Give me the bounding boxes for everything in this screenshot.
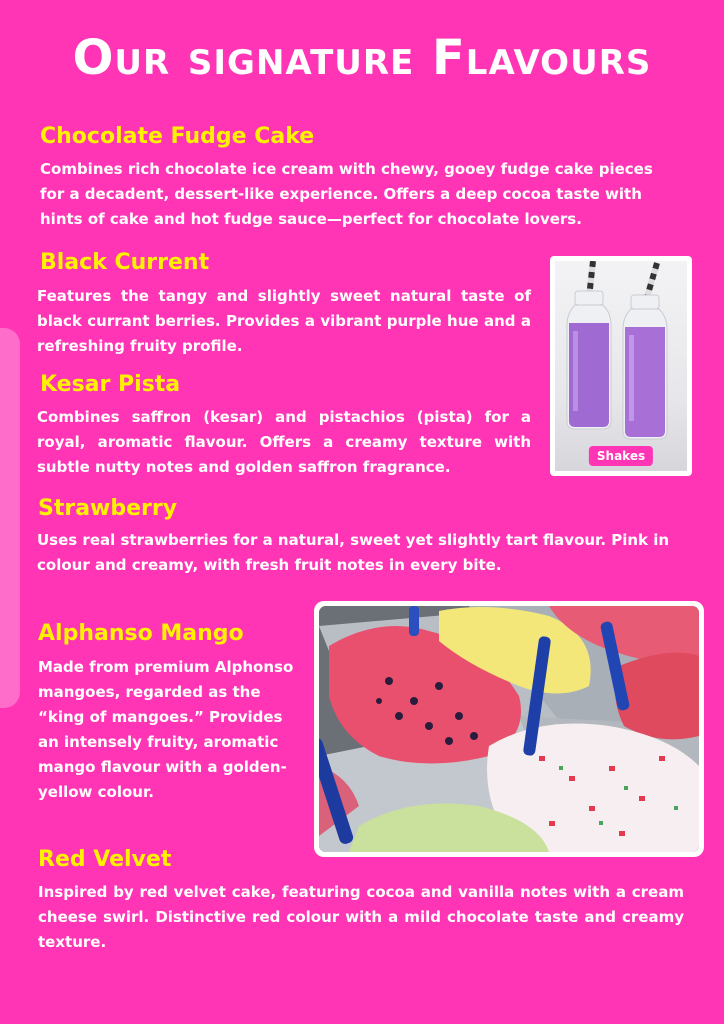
page-title: Our signature Flavours (72, 30, 652, 86)
bottle-left (567, 291, 611, 429)
shakes-photo (555, 261, 687, 471)
flavour-heading-black-current: Black Current (40, 250, 210, 275)
flavour-description-kesar-pista: Combines saffron (kesar) and pistachios (pista) for a royal, aromatic flavour. Offers a creamy texture with subtle nutty notes and golden saffron fragrance. (37, 408, 531, 476)
shakes-caption-badge: Shakes (589, 446, 653, 466)
flavour-description-red-velvet: Inspired by red velvet cake, featuring cocoa and vanilla notes with a cream cheese swirl. Distinctive red colour with a mild chocolate taste and creamy texture. (38, 883, 684, 951)
flavour-description-alphanso-mango: Made from premium Alphonso mangoes, regarded as the “king of mangoes.” Provides an intensely fruity, aromatic mango flavour with a golden-yellow colour. (38, 658, 294, 801)
flavour-heading-chocolate-fudge-cake: Chocolate Fudge Cake (40, 124, 315, 149)
shakes-photo-frame (550, 256, 692, 476)
bottle-right (623, 295, 667, 439)
flavour-description-strawberry: Uses real strawberries for a natural, sweet yet slightly tart flavour. Pink in colour and creamy, with fresh fruit notes in every bite. (37, 531, 670, 574)
gelato-trays-illustration (319, 606, 699, 852)
flavour-heading-alphanso-mango: Alphanso Mango (38, 621, 244, 646)
flavour-heading-red-velvet: Red Velvet (38, 847, 172, 872)
flavour-description-black-current: Features the tangy and slightly sweet natural taste of black currant berries. Provides a vibrant purple hue and a refreshing fruity profile. (37, 287, 531, 355)
flavour-heading-kesar-pista: Kesar Pista (40, 372, 181, 397)
side-tab-decoration (0, 328, 20, 708)
milkshake-bottles-illustration (555, 261, 687, 471)
gelato-display-photo (319, 606, 699, 852)
flavour-heading-strawberry: Strawberry (38, 496, 178, 521)
gelato-photo-frame (314, 601, 704, 857)
flavour-description-chocolate-fudge-cake: Combines rich chocolate ice cream with chewy, gooey fudge cake pieces for a decadent, dessert-like experience. Offers a deep cocoa taste with hints of cake and hot fudge sauce—perfect for chocolate lovers. (40, 160, 653, 228)
